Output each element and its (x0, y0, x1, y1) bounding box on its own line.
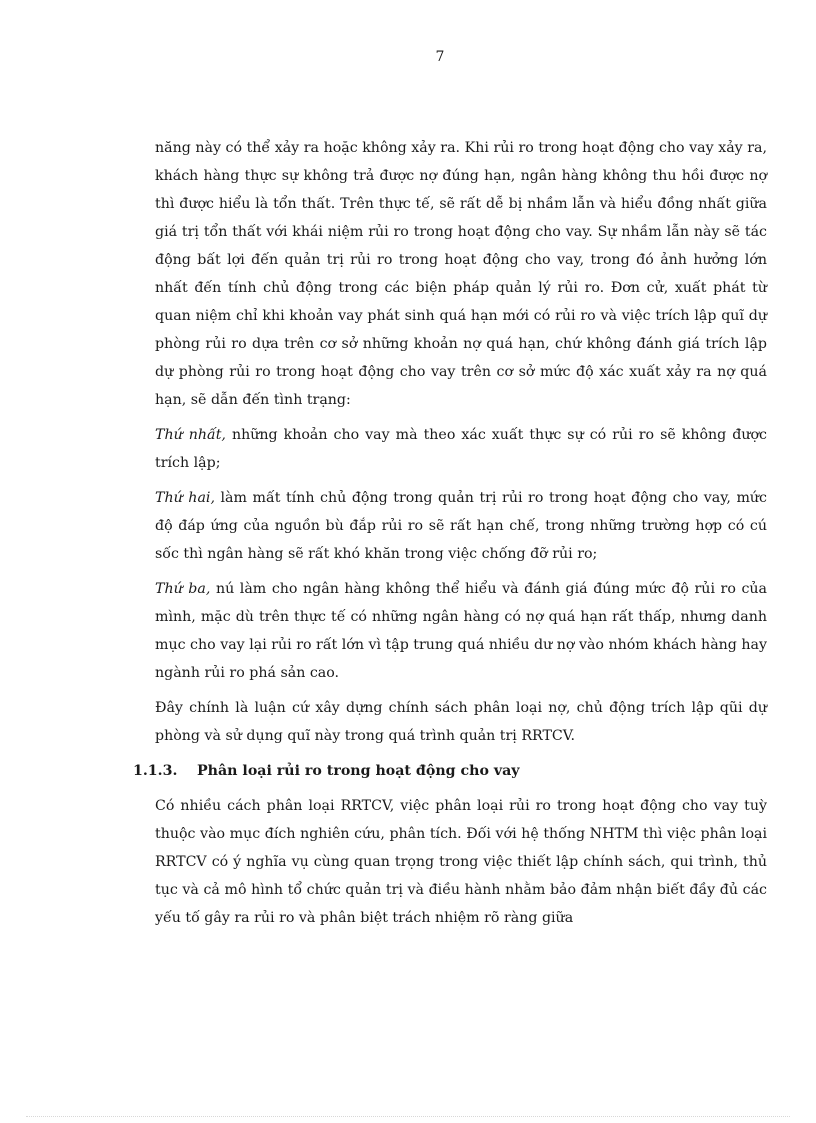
section-heading (133, 757, 767, 785)
first-point-paragraph (155, 421, 767, 477)
footer-divider (26, 1116, 790, 1117)
third-point-text: nú làm cho ngân hàng không thể hiểu và đánh giá đúng mức độ rủi ro của mình, mặc dù trên thực tế có những ngân hàng có nợ quá hạn rất thấp, nhưng danh mục cho vay lại rủi ro rất lớn vì tập trung quá nhiều dư nợ vào nhóm khách hàng hay ngành rủi ro phá sản cao. (155, 581, 767, 681)
third-point-paragraph (155, 575, 767, 687)
page-number: 7 (435, 49, 445, 65)
section-number: 1.1.3. (133, 763, 178, 779)
second-point-label: Thứ hai, (155, 490, 215, 506)
second-point-text: làm mất tính chủ động trong quản trị rủi ro trong hoạt động cho vay, mức độ đáp ứng của nguồn bù đắp rủi ro sẽ rất hạn chế, trong những trường hợp có cú sốc thì ngân hàng sẽ rất khó khăn trong việc chống đỡ rủi ro; (155, 490, 768, 562)
section-title: Phân loại rủi ro trong hoạt động cho vay (197, 763, 520, 779)
third-point-label: Thứ ba, (155, 581, 211, 597)
first-point-text: những khoản cho vay mà theo xác xuất thực sự có rủi ro sẽ không được trích lập; (155, 427, 767, 471)
section-body-paragraph: Có nhiều cách phân loại RRTCV, việc phân loại rủi ro trong hoạt động cho vay tuỳ thuộc vào mục đích nghiên cứu, phân tích. Đối với hệ thống NHTM thì việc phân loại RRTCV có ý nghĩa vụ cùng quan trọng trong việc thiết lập chính sách, qui trình, thủ tục và cả mô hình tổ chức quản trị và điều hành nhằm bảo đảm nhận biết đầy đủ các yếu tố gây ra rủi ro và phân biệt trách nhiệm rõ ràng giữa (155, 798, 767, 926)
second-point-paragraph (155, 484, 767, 568)
intro-paragraph: năng này có thể xảy ra hoặc không xảy ra. Khi rủi ro trong hoạt động cho vay xảy ra, khách hàng thực sự không trả được nợ đúng hạn, ngân hàng không thu hồi được nợ thì được hiểu là tổn thất. Trên thực tế, sẽ rất dễ bị nhầm lẫn và hiểu đồng nhất giữa giá trị tổn thất với khái niệm rủi ro trong hoạt động cho vay. Sự nhầm lẫn này sẽ tác động bất lợi đến quản trị rủi ro trong hoạt động cho vay, trong đó ảnh hưởng lớn nhất đến tính chủ động trong các biện pháp quản lý rủi ro. Đơn cử, xuất phát từ quan niệm chỉ khi khoản vay phát sinh quá hạn mới có rủi ro và việc trích lập quĩ dự phòng rủi ro dựa trên cơ sở những khoản nợ quá hạn, chứ không đánh giá trích lập dự phòng rủi ro trong hoạt động cho vay trên cơ sở mức độ xác xuất xảy ra nợ quá hạn, sẽ dẫn đến tình trạng: (155, 140, 767, 408)
first-point-label: Thứ nhất, (155, 427, 226, 443)
basis-paragraph: Đây chính là luận cứ xây dựng chính sách phân loại nợ, chủ động trích lập qũi dự phòng và sử dụng quĩ này trong quá trình quản trị RRTCV. (155, 700, 767, 744)
document-body (133, 134, 768, 932)
